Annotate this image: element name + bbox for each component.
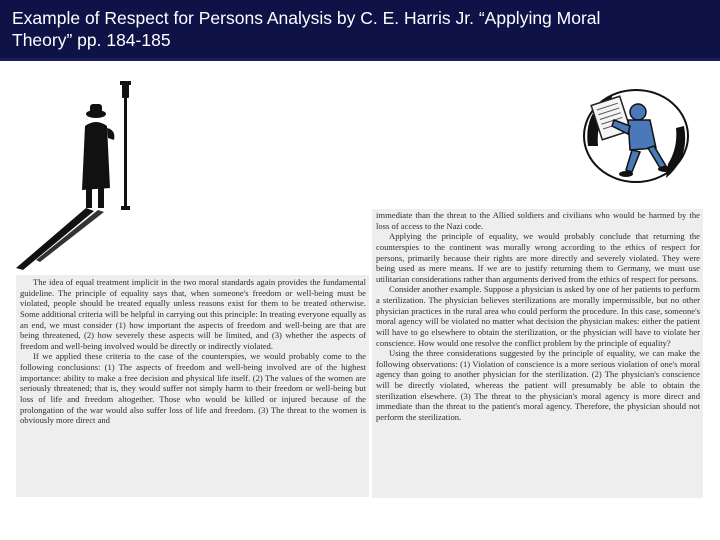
slide-title-line-1: Example of Respect for Persons Analysis by C. E. Harris Jr. “Applying Moral (12, 8, 601, 28)
left-page-paragraph: The idea of equal treatment implicit in the two moral standards again provides the fundamental guideline. The principle of equality says that, when someone's freedom or well-being must be violated, people should be treated equally unless reasons exist for them to be treated otherwise. Some additional criteria will be helpful in carrying out this principle: In treating everyone equally as an end, we must consider (1) how important the aspects of freedom and well-being are that are being threatened, (2) how severely these aspects will be limited, and (3) whether the aspects of freedom and well-being involved would be directly or indirectly violated. (20, 277, 366, 351)
left-page-paragraph: If we applied these criteria to the case of the counterspies, we would probably come to the following conclusions: (1) The aspects of freedom and well-being involved are of the highest importance: ability to make a free decision and physical life itself. (2) The values of the women are seriously threatened; that is, they would suffer not simply harm to their freedom or well-being but loss of life and freedom altogether. Those who would be killed or injured because of the prolongation of the war would also suffer loss of life and freedom. (3) The threat to the women is obviously more direct and (20, 351, 366, 426)
right-page-paragraph: Using the three considerations suggested by the principle of equality, we can make the following observations: (1) Violation of conscience is a more serious violation of one's moral agency than going to another physician for the sterilization. (2) The physician's conscience will be directly violated, whereas the patient will presumably be able to obtain the sterilization elsewhere. (3) The threat to the physician's moral agency is more direct and immediate than the threat to the patient's moral agency. Therefore, the physician should not perform the sterilization. (376, 348, 700, 422)
slide-title (12, 7, 712, 51)
right-page-paragraph: immediate than the threat to the Allied soldiers and civilians who would be harmed by the loss of access to the Nazi code. (376, 210, 700, 231)
figure-under-streetlamp-icon (14, 78, 144, 278)
slide-title-line-2: Theory” pp. 184-185 (12, 30, 171, 50)
slide-title-bar (0, 0, 720, 61)
scanned-page-left (16, 275, 369, 497)
person-reading-document-icon (568, 86, 698, 186)
scanned-page-right (372, 209, 703, 498)
right-page-paragraph: Consider another example. Suppose a physician is asked by one of her patients to perform a sterilization. The physician believes sterilizations are morally impermissible, but no other physician practices in the rural area who could perform the procedure. In this case, someone's moral agency will be violated no matter what decision the physician makes: either the patient will have to go elsewhere to obtain the sterilization, or the physician will have to violate her conscience. How would one resolve the conflict problem by the principle of equality? (376, 284, 700, 348)
right-page-paragraph: Applying the principle of equality, we would probably conclude that returning the counterspies to the continent was morally wrong according to the ethics of respect for persons, primarily because their rights are more directly and severely violated. They were being used as mere means. If we are to justify returning them to Germany, we must use utilitarian considerations rather than arguments derived from the ethics of respect for persons. (376, 231, 700, 284)
